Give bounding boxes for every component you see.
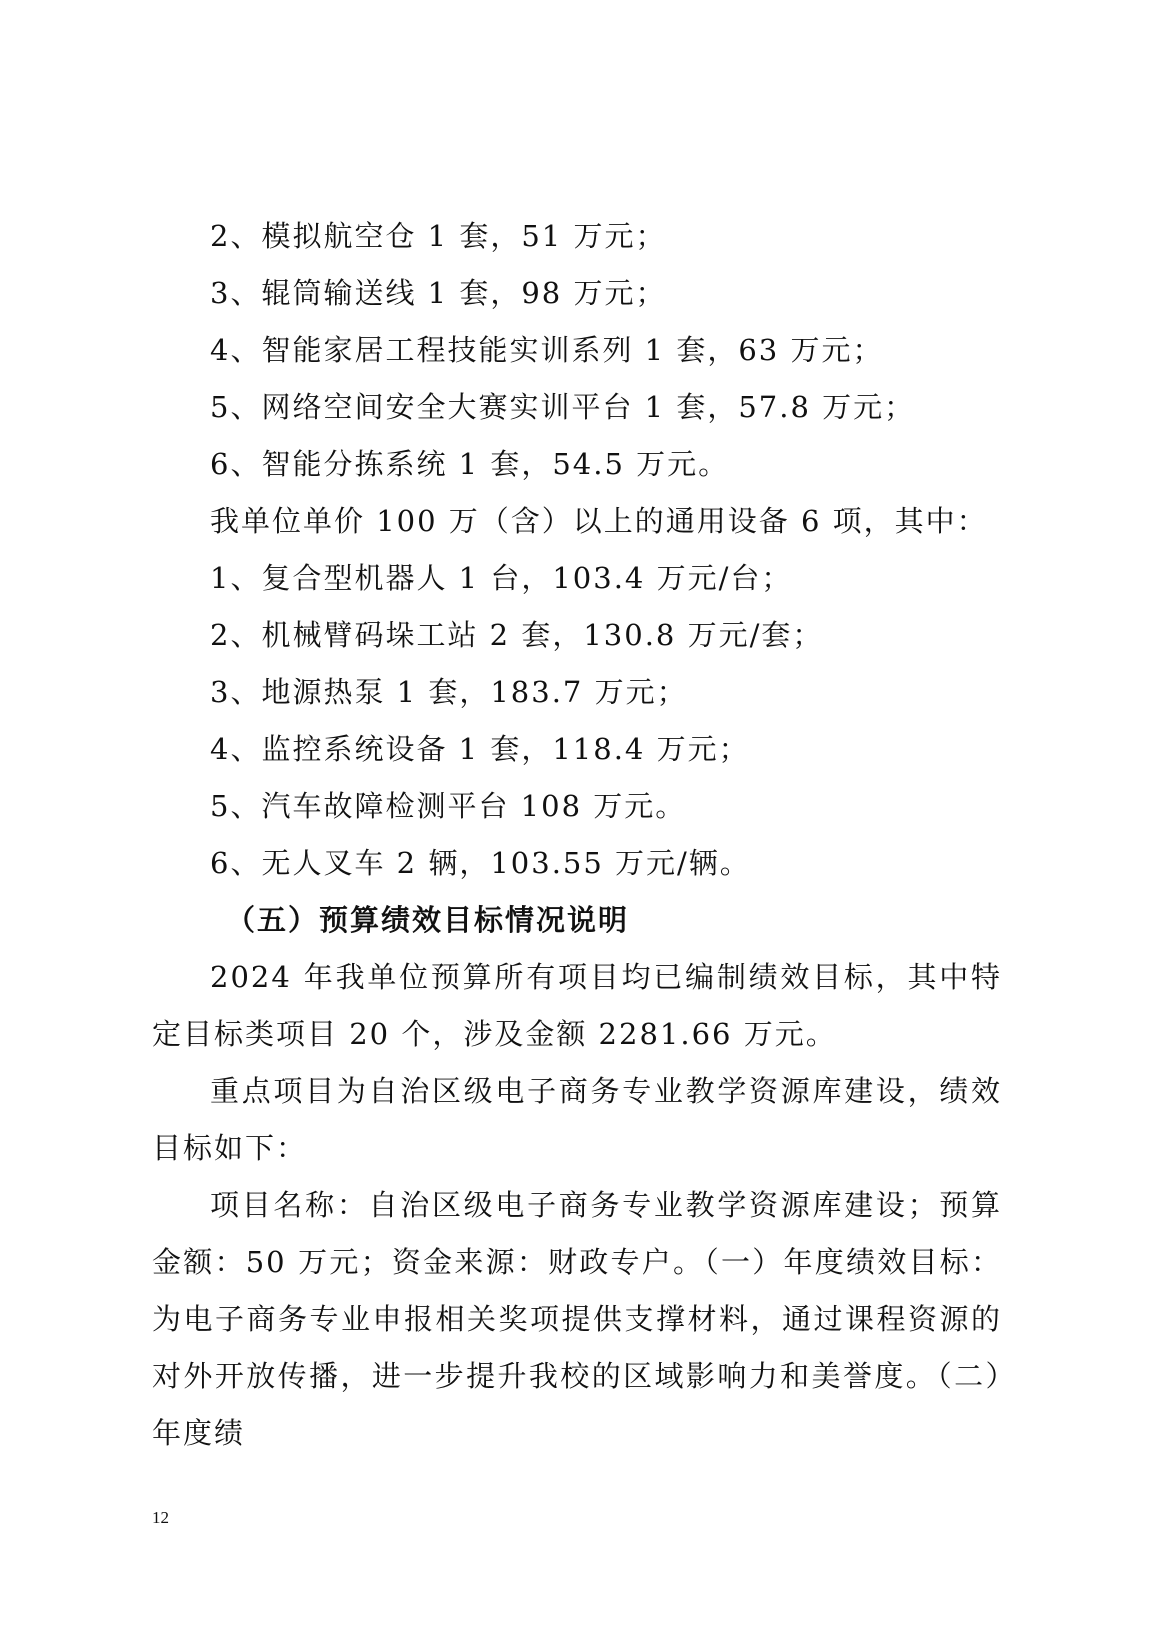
list-item: 3、辊筒输送线 1 套，98 万元； [210,276,667,310]
general-equipment-intro: 我单位单价 100 万（含）以上的通用设备 6 项，其中： [210,504,988,538]
list-item: 6、智能分拣系统 1 套，54.5 万元。 [210,447,730,481]
paragraph-key-project: 重点项目为自治区级电子商务专业教学资源库建设，绩效目标如下： [152,1074,1002,1165]
list-item: 4、监控系统设备 1 套，118.4 万元； [210,732,750,766]
list-item: 2、机械臂码垛工站 2 套，130.8 万元/套； [210,618,824,652]
list-item: 4、智能家居工程技能实训系列 1 套，63 万元； [210,333,884,367]
list-item: 5、网络空间安全大赛实训平台 1 套，57.8 万元； [210,390,916,424]
document-body [152,208,1002,1462]
list-item: 2、模拟航空仓 1 套，51 万元； [210,219,667,253]
paragraph-performance-targets: 2024 年我单位预算所有项目均已编制绩效目标，其中特定目标类项目 20 个，涉及金额 2281.66 万元。 [152,960,1002,1051]
page-number: 12 [152,1508,169,1527]
section-heading: （五）预算绩效目标情况说明 [226,903,630,937]
paragraph-project-details: 项目名称：自治区级电子商务专业教学资源库建设；预算金额：50 万元；资金来源：财政专户。（一）年度绩效目标：为电子商务专业申报相关奖项提供支撑材料，通过课程资源的对外开放传播，进一步提升我校的区域影响力和美誉度。（二）年度绩 [152,1188,1002,1450]
list-item: 3、地源热泵 1 套，183.7 万元； [210,675,688,709]
list-item: 1、复合型机器人 1 台，103.4 万元/台； [210,561,793,595]
list-item: 5、汽车故障检测平台 108 万元。 [210,789,687,823]
list-item: 6、无人叉车 2 辆，103.55 万元/辆。 [210,846,751,880]
